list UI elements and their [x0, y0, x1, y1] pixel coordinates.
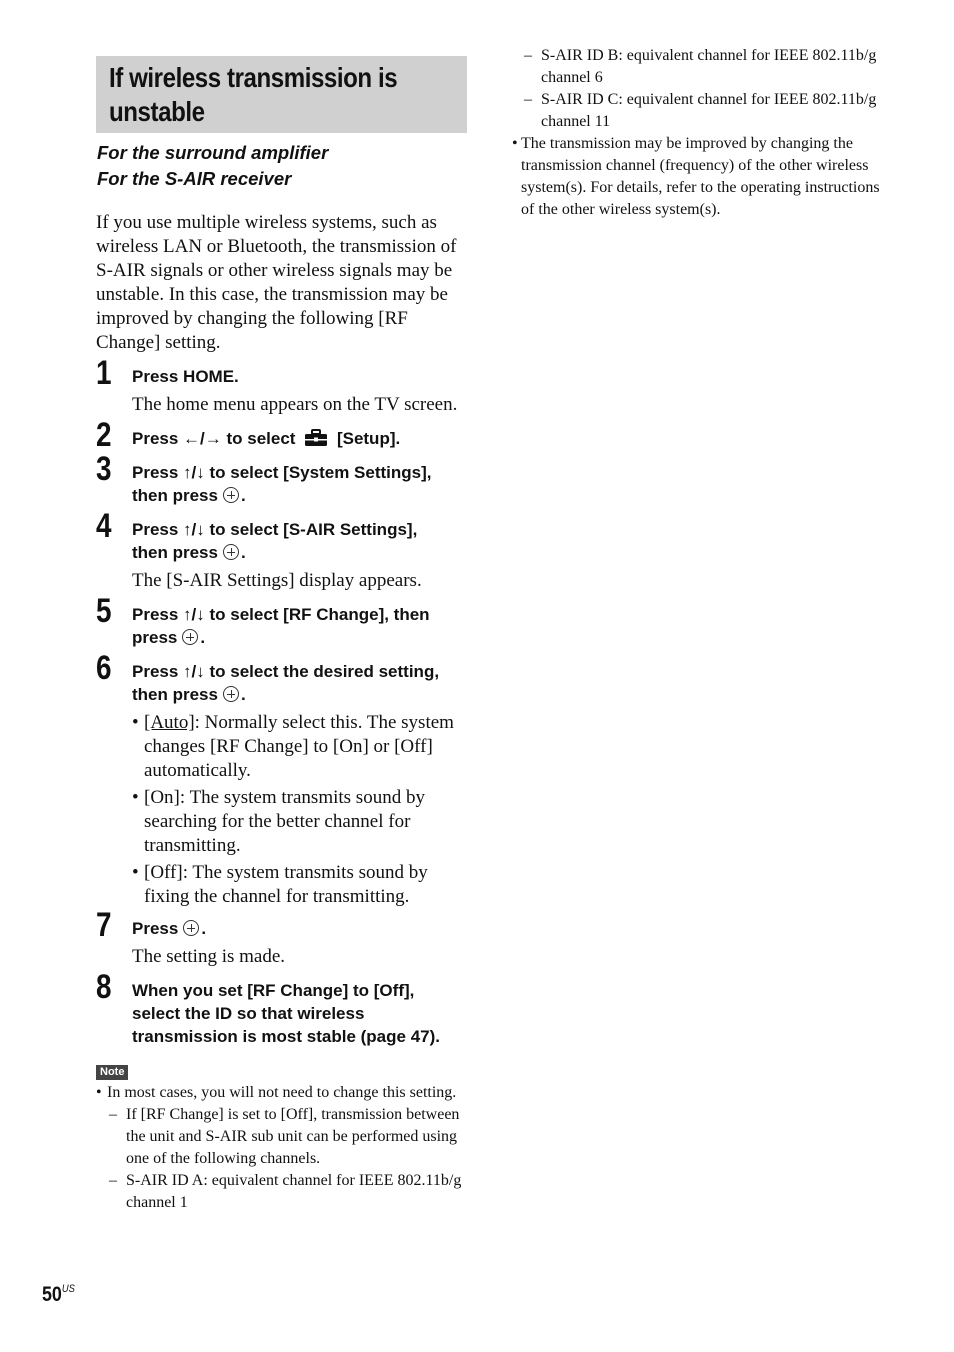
enter-button-icon [223, 487, 239, 503]
step-number-7: 7 [96, 906, 112, 944]
step-4-heading-end: . [240, 543, 246, 562]
step-3-heading-end: . [240, 486, 246, 505]
step-number-4: 4 [96, 507, 112, 545]
step-5-heading-line1: Press ↑/↓ to select [RF Change], then [132, 605, 430, 624]
step-7-text: The setting is made. [132, 946, 286, 967]
step-7-heading [132, 917, 472, 940]
note-dash-id-b-text: S-AIR ID B: equivalent channel for IEEE 802.11b/g channel 6 [541, 47, 877, 86]
step-2-heading-pre: Press ←/→ to select [132, 429, 296, 448]
dash-mark: – [109, 1106, 117, 1123]
enter-button-icon [183, 920, 199, 936]
note-dash-id-a-text: S-AIR ID A: equivalent channel for IEEE 802.11b/g channel 1 [126, 1172, 462, 1211]
enter-button-icon [182, 629, 198, 645]
intro-text: If you use multiple wireless systems, such as wireless LAN or Bluetooth, the transmission of S-AIR signals or other wireless signals may be unstable. In this case, the transmission may be improved by changing the following [RF Change] setting. [96, 212, 457, 353]
section-title: If wireless transmission is unstable [109, 62, 398, 127]
dash-mark: – [524, 47, 532, 64]
step-8-heading: When you set [RF Change] to [Off], select the ID so that wireless transmission is most stable (page 47). [132, 981, 440, 1046]
bullet-dot: • [512, 135, 518, 152]
step-5-heading-line2: press [132, 628, 178, 647]
step-5-heading-end: . [200, 628, 206, 647]
note-dash-1 [96, 1104, 468, 1170]
section-title-box [96, 56, 467, 133]
step-1-text: The home menu appears on the TV screen. [132, 394, 458, 415]
step-6-heading-end: . [240, 685, 246, 704]
intro-paragraph [96, 211, 468, 355]
step-2-heading-post: [Setup]. [336, 429, 401, 448]
step-6-heading [132, 660, 472, 706]
note-dash-id-b [512, 45, 892, 89]
option-auto-label: [Auto] [144, 712, 195, 733]
option-auto [132, 711, 472, 783]
step-1-heading: Press HOME. [132, 367, 239, 386]
dash-mark: – [524, 91, 532, 108]
step-3-heading-line2: then press [132, 486, 218, 505]
option-on-label: [On] [144, 787, 180, 808]
option-on [132, 786, 472, 858]
page-number [42, 1283, 75, 1307]
step-3-heading-line1: Press ↑/↓ to select [System Settings], [132, 463, 432, 482]
step-number-3: 3 [96, 450, 112, 488]
bullet-dot: • [132, 787, 139, 808]
note-badge: Note [96, 1065, 128, 1080]
enter-button-icon [223, 686, 239, 702]
step-7-heading-end: . [201, 919, 207, 938]
step-4-heading [132, 518, 472, 564]
note-bullet-2-text: The transmission may be improved by changing the transmission channel (frequency) of the other wireless system(s). For details, refer to the operating instructions of the other wireless system(s). [521, 135, 880, 218]
step-number-6: 6 [96, 649, 112, 687]
note-dash-id-c [512, 89, 892, 133]
step-4-heading-line1: Press ↑/↓ to select [S-AIR Settings], [132, 520, 418, 539]
step-7-heading-text: Press [132, 919, 179, 938]
step-number-2: 2 [96, 416, 112, 454]
note-bullet-1-text: In most cases, you will not need to change this setting. [107, 1084, 457, 1101]
page-number-suffix: US [61, 1283, 75, 1295]
bullet-dot: • [132, 712, 139, 733]
toolbox-setup-icon [304, 429, 328, 447]
option-off-text: : The system transmits sound by fixing the channel for transmitting. [144, 862, 428, 907]
setting-options-list [132, 711, 472, 912]
note-bullet-1 [96, 1082, 468, 1104]
step-number-8: 8 [96, 968, 112, 1006]
step-3-heading [132, 461, 472, 507]
option-on-text: : The system transmits sound by searching for the better channel for transmitting. [144, 787, 425, 856]
note-dash-id-c-text: S-AIR ID C: equivalent channel for IEEE 802.11b/g channel 11 [541, 91, 877, 130]
subhead-surround-amplifier: For the surround amplifier [97, 142, 329, 163]
step-4-text: The [S-AIR Settings] display appears. [132, 570, 422, 591]
option-off-label: [Off] [144, 862, 183, 883]
step-number-1: 1 [96, 354, 112, 392]
subhead-sair-receiver: For the S-AIR receiver [97, 168, 292, 189]
option-auto-text: : Normally select this. The system changes [RF Change] to [On] or [Off] automatically. [144, 712, 454, 781]
step-5-heading [132, 603, 472, 649]
enter-button-icon [223, 544, 239, 560]
right-column [512, 45, 892, 221]
page-number-value: 50 [42, 1283, 62, 1306]
step-6-heading-line1: Press ↑/↓ to select the desired setting, [132, 662, 440, 681]
step-number-5: 5 [96, 592, 112, 630]
step-2-heading [132, 427, 472, 450]
note-dash-id-a [96, 1170, 468, 1214]
option-off [132, 861, 472, 909]
bullet-dot: • [96, 1084, 102, 1101]
note-block [96, 1082, 468, 1214]
dash-mark: – [109, 1172, 117, 1189]
step-4-heading-line2: then press [132, 543, 218, 562]
step-6-heading-line2: then press [132, 685, 218, 704]
bullet-dot: • [132, 862, 139, 883]
note-bullet-2 [512, 133, 892, 221]
note-dash-1-text: If [RF Change] is set to [Off], transmission between the unit and S-AIR sub unit can be performed using one of the following channels. [126, 1106, 460, 1167]
